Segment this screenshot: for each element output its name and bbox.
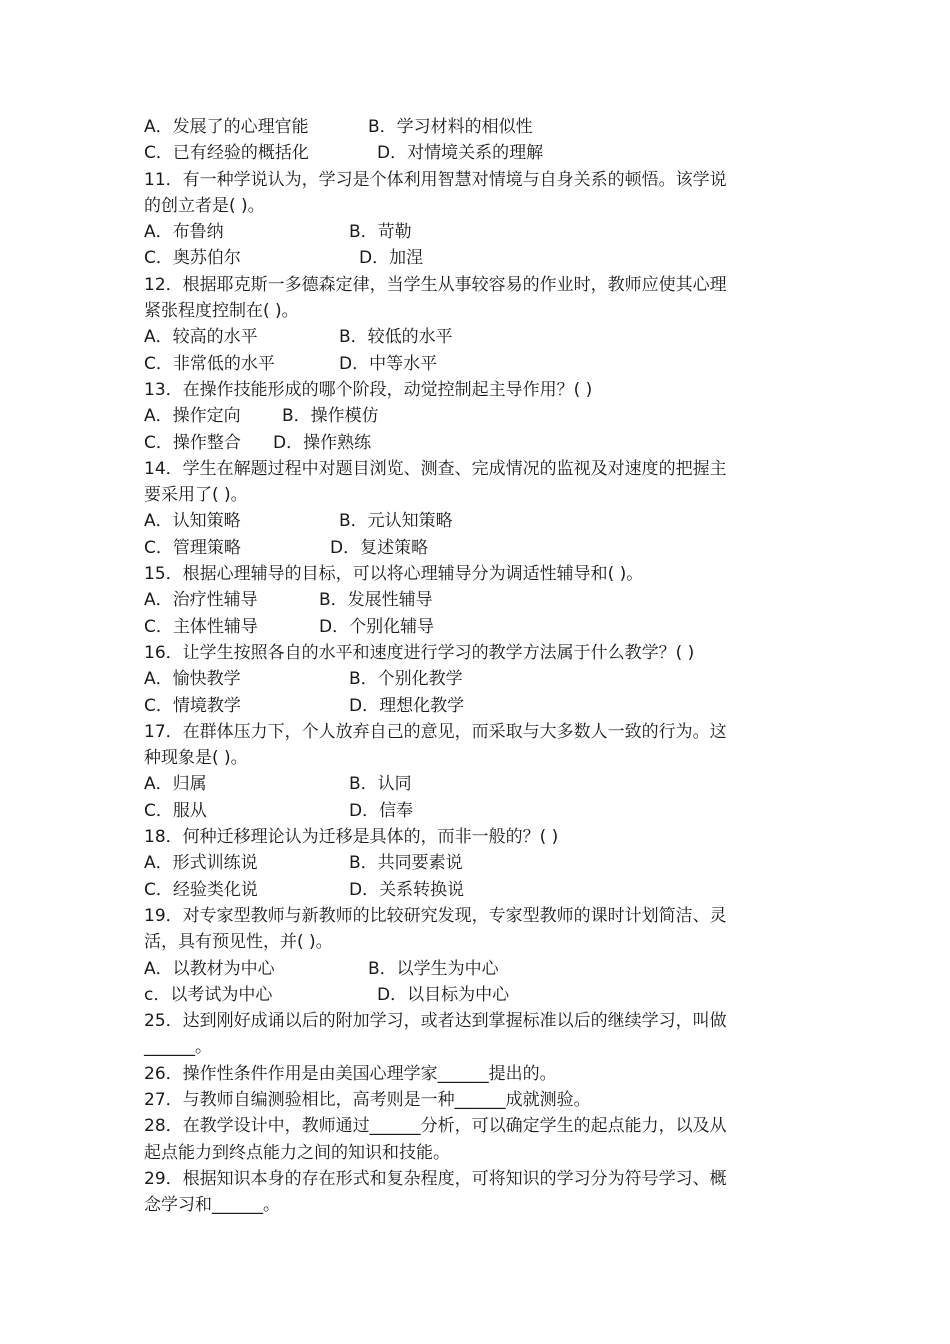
option-left: C．服从 [144, 800, 207, 821]
question-text: 12．根据耶克斯一多德森定律，当学生从事较容易的作业时，教师应使其心理 [144, 274, 727, 295]
option-right: D．复述策略 [330, 537, 429, 558]
option-row [144, 508, 814, 534]
option-left: C．主体性辅导 [144, 616, 258, 637]
option-right: B．以学生为中心 [368, 958, 499, 979]
question-text-continued: 活，具有预见性，并( )。 [144, 932, 333, 953]
question-text-continued: ______。 [144, 1037, 212, 1058]
option-right: D．中等水平 [339, 353, 438, 374]
option-row [144, 245, 814, 271]
option-left: C．管理策略 [144, 537, 241, 558]
option-row [144, 140, 814, 166]
question-text-continued: 念学习和______。 [144, 1195, 280, 1216]
question-text: 15．根据心理辅导的目标，可以将心理辅导分为调适性辅导和( )。 [144, 564, 644, 585]
question-text-continued: 种现象是( )。 [144, 748, 248, 769]
question-text: 27．与教师自编测验相比，高考则是一种______成就测验。 [144, 1089, 591, 1110]
option-row [144, 850, 814, 876]
option-left: A．较高的水平 [144, 327, 258, 348]
option-right: D．操作熟练 [273, 432, 372, 453]
question-text: 16．让学生按照各自的水平和速度进行学习的教学方法属于什么教学？( ) [144, 642, 695, 663]
option-row [144, 403, 814, 429]
option-right: D．以目标为中心 [377, 984, 510, 1005]
option-right: B．发展性辅导 [319, 590, 433, 611]
option-right: B．个别化教学 [349, 669, 463, 690]
option-right: B．学习材料的相似性 [368, 117, 533, 137]
option-right: D．关系转换说 [349, 879, 465, 900]
option-right: B．认同 [349, 774, 412, 795]
option-right: D．理想化教学 [349, 695, 465, 716]
option-row [144, 614, 814, 640]
option-row [144, 666, 814, 692]
option-left: C．操作整合 [144, 432, 241, 453]
option-row [144, 219, 814, 245]
option-row [144, 114, 814, 140]
option-row [144, 982, 814, 1008]
question-text: 17．在群体压力下，个人放弃自己的意见，而采取与大多数人一致的行为。这 [144, 721, 727, 742]
option-left: C．情境教学 [144, 695, 241, 716]
question-text-continued: 紧张程度控制在( )。 [144, 301, 299, 322]
option-left: c．以考试为中心 [144, 984, 273, 1005]
option-right: B．较低的水平 [339, 327, 453, 348]
question-text: 29．根据知识本身的存在形式和复杂程度，可将知识的学习分为符号学习、概 [144, 1168, 727, 1189]
option-row [144, 877, 814, 903]
option-left: A．愉快教学 [144, 669, 241, 690]
question-text-continued: 起点能力到终点能力之间的知识和技能。 [144, 1142, 450, 1163]
option-left: A．布鲁纳 [144, 222, 224, 243]
option-row [144, 956, 814, 982]
option-right: D．加涅 [359, 248, 424, 269]
option-row [144, 771, 814, 797]
option-left: A．治疗性辅导 [144, 590, 258, 611]
option-row [144, 587, 814, 613]
option-left: C．经验类化说 [144, 879, 258, 900]
option-row [144, 798, 814, 824]
option-right: D．对情境关系的理解 [377, 143, 544, 164]
question-text: 28．在教学设计中，教师通过______分析，可以确定学生的起点能力，以及从 [144, 1116, 727, 1137]
option-left: A．以教材为中心 [144, 958, 275, 979]
option-left: C．非常低的水平 [144, 353, 275, 374]
question-text: 13．在操作技能形成的哪个阶段，动觉控制起主导作用？( ) [144, 379, 593, 400]
option-right: B．共同要素说 [349, 853, 463, 874]
option-right: B．元认知策略 [339, 511, 453, 532]
option-left: A．归属 [144, 774, 207, 795]
question-text: 18．何种迁移理论认为迁移是具体的，而非一般的？( ) [144, 827, 559, 848]
question-list [144, 114, 814, 1218]
question-text: 25．达到刚好成诵以后的附加学习，或者达到掌握标准以后的继续学习，叫做 [144, 1011, 727, 1032]
option-right: D．信奉 [349, 800, 414, 821]
question-text: 26．操作性条件作用是由美国心理学家______提出的。 [144, 1063, 557, 1084]
option-left: C．已有经验的概括化 [144, 143, 309, 164]
option-left: A．发展了的心理官能 [144, 117, 309, 137]
option-right: B．苛勒 [349, 222, 412, 243]
option-left: A．操作定向 [144, 406, 241, 427]
question-text: 19．对专家型教师与新教师的比较研究发现，专家型教师的课时计划简洁、灵 [144, 905, 727, 926]
option-row [144, 430, 814, 456]
question-text-continued: 的创立者是( )。 [144, 195, 265, 216]
option-row [144, 535, 814, 561]
option-right: B．操作模仿 [282, 406, 379, 427]
question-text-continued: 要采用了( )。 [144, 485, 248, 506]
option-row [144, 693, 814, 719]
option-left: A．认知策略 [144, 511, 241, 532]
option-left: A．形式训练说 [144, 853, 258, 874]
option-row [144, 351, 814, 377]
question-text: 14．学生在解题过程中对题目浏览、测查、完成情况的监视及对速度的把握主 [144, 458, 727, 479]
option-left: C．奥苏伯尔 [144, 248, 241, 269]
question-text: 11．有一种学说认为，学习是个体利用智慧对情境与自身关系的顿悟。该学说 [144, 169, 727, 190]
option-right: D．个别化辅导 [319, 616, 435, 637]
option-row [144, 324, 814, 350]
